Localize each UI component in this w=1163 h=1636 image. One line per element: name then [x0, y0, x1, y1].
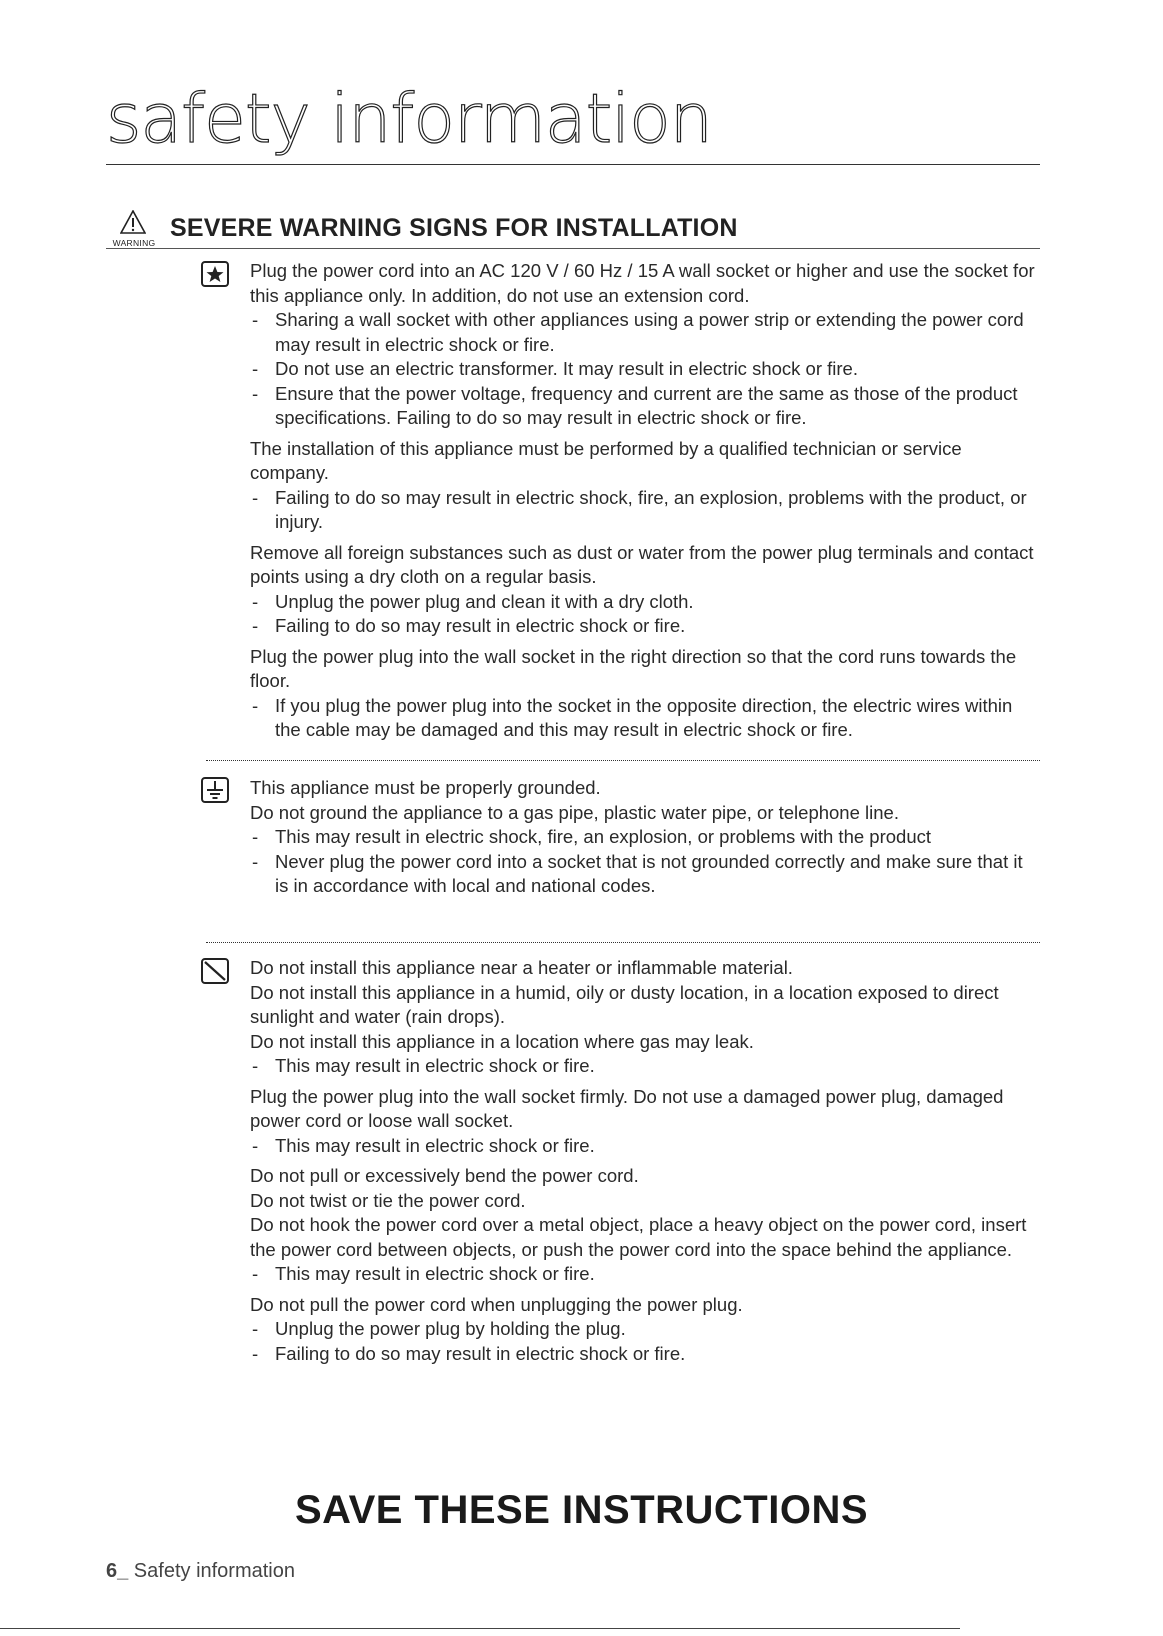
list-item	[250, 645, 1040, 743]
group-location	[250, 956, 1040, 1366]
instruction-text: Do not pull the power cord when unplugging the power plug.	[250, 1293, 743, 1315]
instruction-text: Do not twist or tie the power cord.	[250, 1189, 526, 1211]
warning-label: WARNING	[112, 238, 156, 248]
footer-label: Safety information	[128, 1560, 295, 1582]
instruction-text: The installation of this appliance must be performed by a qualified technician or service company.	[250, 437, 962, 483]
ground-icon	[200, 776, 230, 811]
bullet-text: - Failing to do so may result in electric shock or fire.	[250, 1342, 1040, 1367]
bullet-text: - Ensure that the power voltage, frequency and current are the same as those of the product specifications. Failing to do so may result in electric shock or fire.	[250, 382, 1040, 431]
instruction-text: Do not ground the appliance to a gas pipe, plastic water pipe, or telephone line.	[250, 801, 899, 823]
title-rule	[106, 164, 1040, 165]
section-rule	[106, 248, 1040, 249]
bottom-rule	[0, 1628, 960, 1629]
bullet-text: - This may result in electric shock or fire.	[250, 1262, 1040, 1287]
page-number: 6_	[106, 1560, 129, 1582]
list-item	[250, 1085, 1040, 1159]
list-item	[250, 1293, 1040, 1367]
list-item	[250, 1189, 1040, 1214]
instruction-text: Plug the power cord into an AC 120 V / 60 Hz / 15 A wall socket or higher and use the socket for this appliance only. In addition, do not use an extension cord.	[250, 260, 1035, 306]
instruction-text: Remove all foreign substances such as dust or water from the power plug terminals and contact points using a dry cloth on a regular basis.	[250, 541, 1034, 587]
bullet-text: - Sharing a wall socket with other appliances using a power strip or extending the power cord may result in electric shock or fire.	[250, 308, 1040, 357]
list-item	[250, 1030, 1040, 1079]
group-power	[250, 259, 1040, 743]
list-item	[250, 259, 1040, 431]
bullet-text: - Failing to do so may result in electric shock, fire, an explosion, problems with the product, or injury.	[250, 486, 1040, 535]
list-item	[250, 801, 1040, 899]
bullet-text: - If you plug the power plug into the socket in the opposite direction, the electric wires within the cable may be damaged and this may result in electric shock or fire.	[250, 694, 1040, 743]
dotted-divider	[206, 760, 1040, 761]
instruction-text: Do not install this appliance in a location where gas may leak.	[250, 1030, 754, 1052]
section-title: SEVERE WARNING SIGNS FOR INSTALLATION	[170, 214, 738, 242]
list-item	[250, 437, 1040, 535]
save-instructions-banner: SAVE THESE INSTRUCTIONS	[294, 1488, 869, 1532]
instruction-text: This appliance must be properly grounded.	[250, 777, 601, 798]
bullet-text: - This may result in electric shock or fire.	[250, 1054, 1040, 1079]
dotted-divider	[206, 942, 1040, 943]
list-item	[250, 541, 1040, 639]
page-title: safety information	[106, 80, 712, 159]
warning-triangle-icon	[108, 210, 158, 248]
section-heading	[106, 210, 1040, 248]
list-item	[250, 1164, 1040, 1189]
instruction-text: Plug the power plug into the wall socket in the right direction so that the cord runs towards the floor.	[250, 645, 1017, 691]
list-item	[250, 1213, 1040, 1287]
bullet-text: - This may result in electric shock, fire, an explosion, or problems with the product	[250, 825, 1040, 850]
bullet-text: - Failing to do so may result in electric shock or fire.	[250, 614, 1040, 639]
instruction-text: Do not install this appliance in a humid, oily or dusty location, in a location exposed to direct sunlight and water (rain drops).	[250, 981, 999, 1027]
group-grounding	[250, 776, 1040, 899]
list-item	[250, 956, 1040, 981]
bullet-text: - Unplug the power plug by holding the plug.	[250, 1317, 1040, 1342]
bullet-text: - Never plug the power cord into a socket that is not grounded correctly and make sure that it is in accordance with local and national codes.	[250, 850, 1040, 899]
bullet-text: - Do not use an electric transformer. It may result in electric shock or fire.	[250, 357, 1040, 382]
star-icon	[200, 260, 230, 295]
instruction-text: Do not hook the power cord over a metal object, place a heavy object on the power cord, insert the power cord between objects, or push the power cord into the space behind the appliance.	[250, 1214, 1027, 1260]
bullet-text: - Unplug the power plug and clean it with a dry cloth.	[250, 590, 1040, 615]
instruction-text: Plug the power plug into the wall socket firmly. Do not use a damaged power plug, damaged power cord or loose wall socket.	[250, 1085, 1004, 1131]
page-footer	[106, 1560, 295, 1583]
list-item	[250, 981, 1040, 1030]
list-item	[250, 776, 1040, 801]
instruction-text: Do not pull or excessively bend the power cord.	[250, 1165, 639, 1186]
prohibited-icon	[200, 957, 230, 992]
bullet-text: - This may result in electric shock or fire.	[250, 1134, 1040, 1159]
instruction-text: Do not install this appliance near a heater or inflammable material.	[250, 957, 793, 978]
